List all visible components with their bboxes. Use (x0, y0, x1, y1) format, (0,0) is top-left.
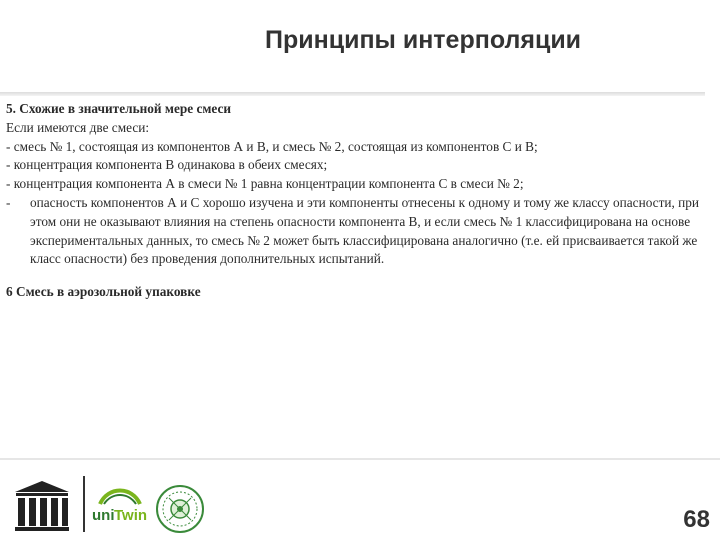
slide-title: Принципы интерполяции (265, 26, 582, 54)
list-item (6, 156, 711, 175)
svg-text:uni: uni (92, 507, 115, 524)
list-bullet: - (6, 138, 11, 154)
list-item (6, 175, 711, 194)
unesco-logo (12, 478, 72, 534)
footer-divider (0, 458, 720, 460)
page-number: 68 (683, 506, 710, 533)
intro-text: Если имеются две смеси: (6, 119, 150, 135)
list-item (6, 138, 711, 157)
list-item-text: концентрация компонента В одинакова в обеих смесях; (13, 157, 328, 173)
list-item-text: концентрация компонента А в смеси № 1 равна концентрации компонента С в смеси № 2; (13, 176, 524, 192)
slide-body (6, 100, 711, 302)
svg-text:Twin: Twin (114, 507, 148, 524)
list-item-text: опасность компонентов А и С хорошо изучена и эти компоненты отнесены к одному и тому же классу опасности, при этом они не оказывают влияния на степень опасности компонента В, и если смесь № 1 классифицирована на основе экспериментальных данных, то смесь № 2 может быть классифицирована аналогично (т.е. ей присваивается такой же класс опасности) без проведения дополнительных испытаний. (30, 194, 700, 267)
unitwin-logo (90, 482, 150, 534)
list-bullet: - (6, 157, 11, 173)
list-bullet: - (6, 176, 11, 192)
list-item-text: смесь № 1, состоящая из компонентов А и В, и смесь № 2, состоящая из компонентов С и В; (13, 138, 538, 154)
logo-separator (83, 476, 85, 532)
university-seal-icon (155, 484, 205, 534)
section-5-heading: 5. Схожие в значительной мере смеси (6, 101, 232, 116)
section-6-heading: 6 Смесь в аэрозольной упаковке (6, 284, 201, 300)
title-divider (0, 92, 705, 96)
list-item (6, 194, 711, 269)
list-bullet: - (6, 194, 11, 210)
